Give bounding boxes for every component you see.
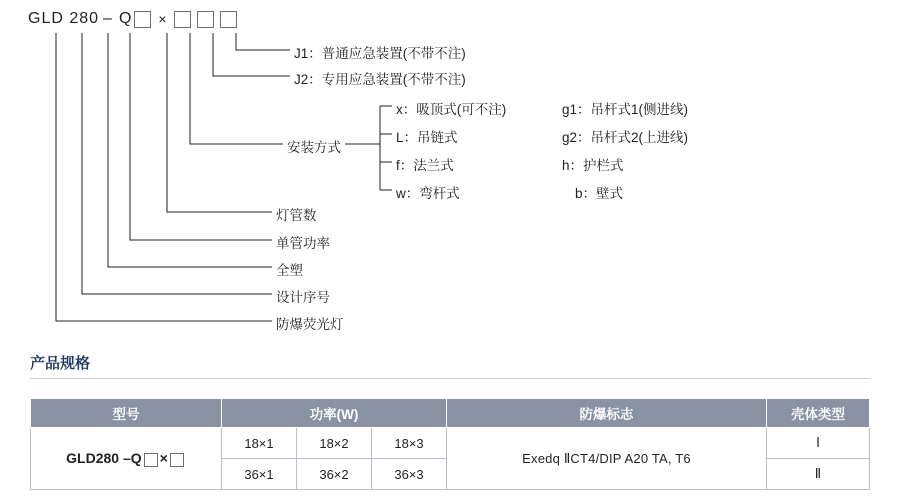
cell-power-1-2: 18×2 [297,428,372,459]
callout-install-label: 安装方式 [287,140,341,155]
callout-x: x：吸顶式(可不注) [396,102,507,117]
cell-power-1-3: 18×3 [372,428,447,459]
header-model: 型号 [31,399,222,428]
callout-l: L：吊链式 [396,130,458,145]
callout-f: f：法兰式 [396,158,454,173]
code-times: × [158,11,167,27]
callout-power: 单管功率 [276,236,330,251]
section-title: 产品规格 [30,355,91,372]
model-times: × [159,450,168,467]
callout-b: b：壁式 [575,186,624,201]
cell-mark: Exedq ⅡCT4/DIP A20 TA, T6 [447,428,767,490]
callout-serial: 设计序号 [276,290,330,305]
callout-j1: J1：普通应急装置(不带不注) [294,46,466,61]
callout-g1: g1：吊杆式1(侧进线) [562,102,689,117]
callout-w: w：弯杆式 [396,186,460,201]
cell-power-2-2: 36×2 [297,459,372,490]
model-box-1 [144,453,158,467]
model-code-prefix: GLD 280 [28,10,100,27]
cell-type-1: Ⅰ [767,428,870,459]
model-box-2 [170,453,184,467]
table-row [31,428,870,459]
callout-product: 防爆荧光灯 [276,317,344,332]
callout-h: h：护栏式 [562,158,624,173]
cell-power-1-1: 18×1 [222,428,297,459]
cell-power-2-1: 36×1 [222,459,297,490]
model-text: GLD280 –Q [66,450,142,467]
model-code-dash: – [103,10,113,27]
section-divider [30,378,870,379]
header-type: 壳体类型 [767,399,870,428]
callout-tubes: 灯管数 [276,208,317,223]
callout-g2: g2：吊杆式2(上进线) [562,130,689,145]
spec-table [30,398,870,490]
header-mark: 防爆标志 [447,399,767,428]
cell-model [31,428,222,490]
model-code-q: Q [118,10,132,27]
callout-plastic: 全塑 [276,263,303,278]
table-header-row [31,399,870,428]
cell-power-2-3: 36×3 [372,459,447,490]
header-power: 功率(W) [222,399,447,428]
cell-type-2: Ⅱ [767,459,870,490]
callout-j2: J2：专用应急装置(不带不注) [294,72,466,87]
